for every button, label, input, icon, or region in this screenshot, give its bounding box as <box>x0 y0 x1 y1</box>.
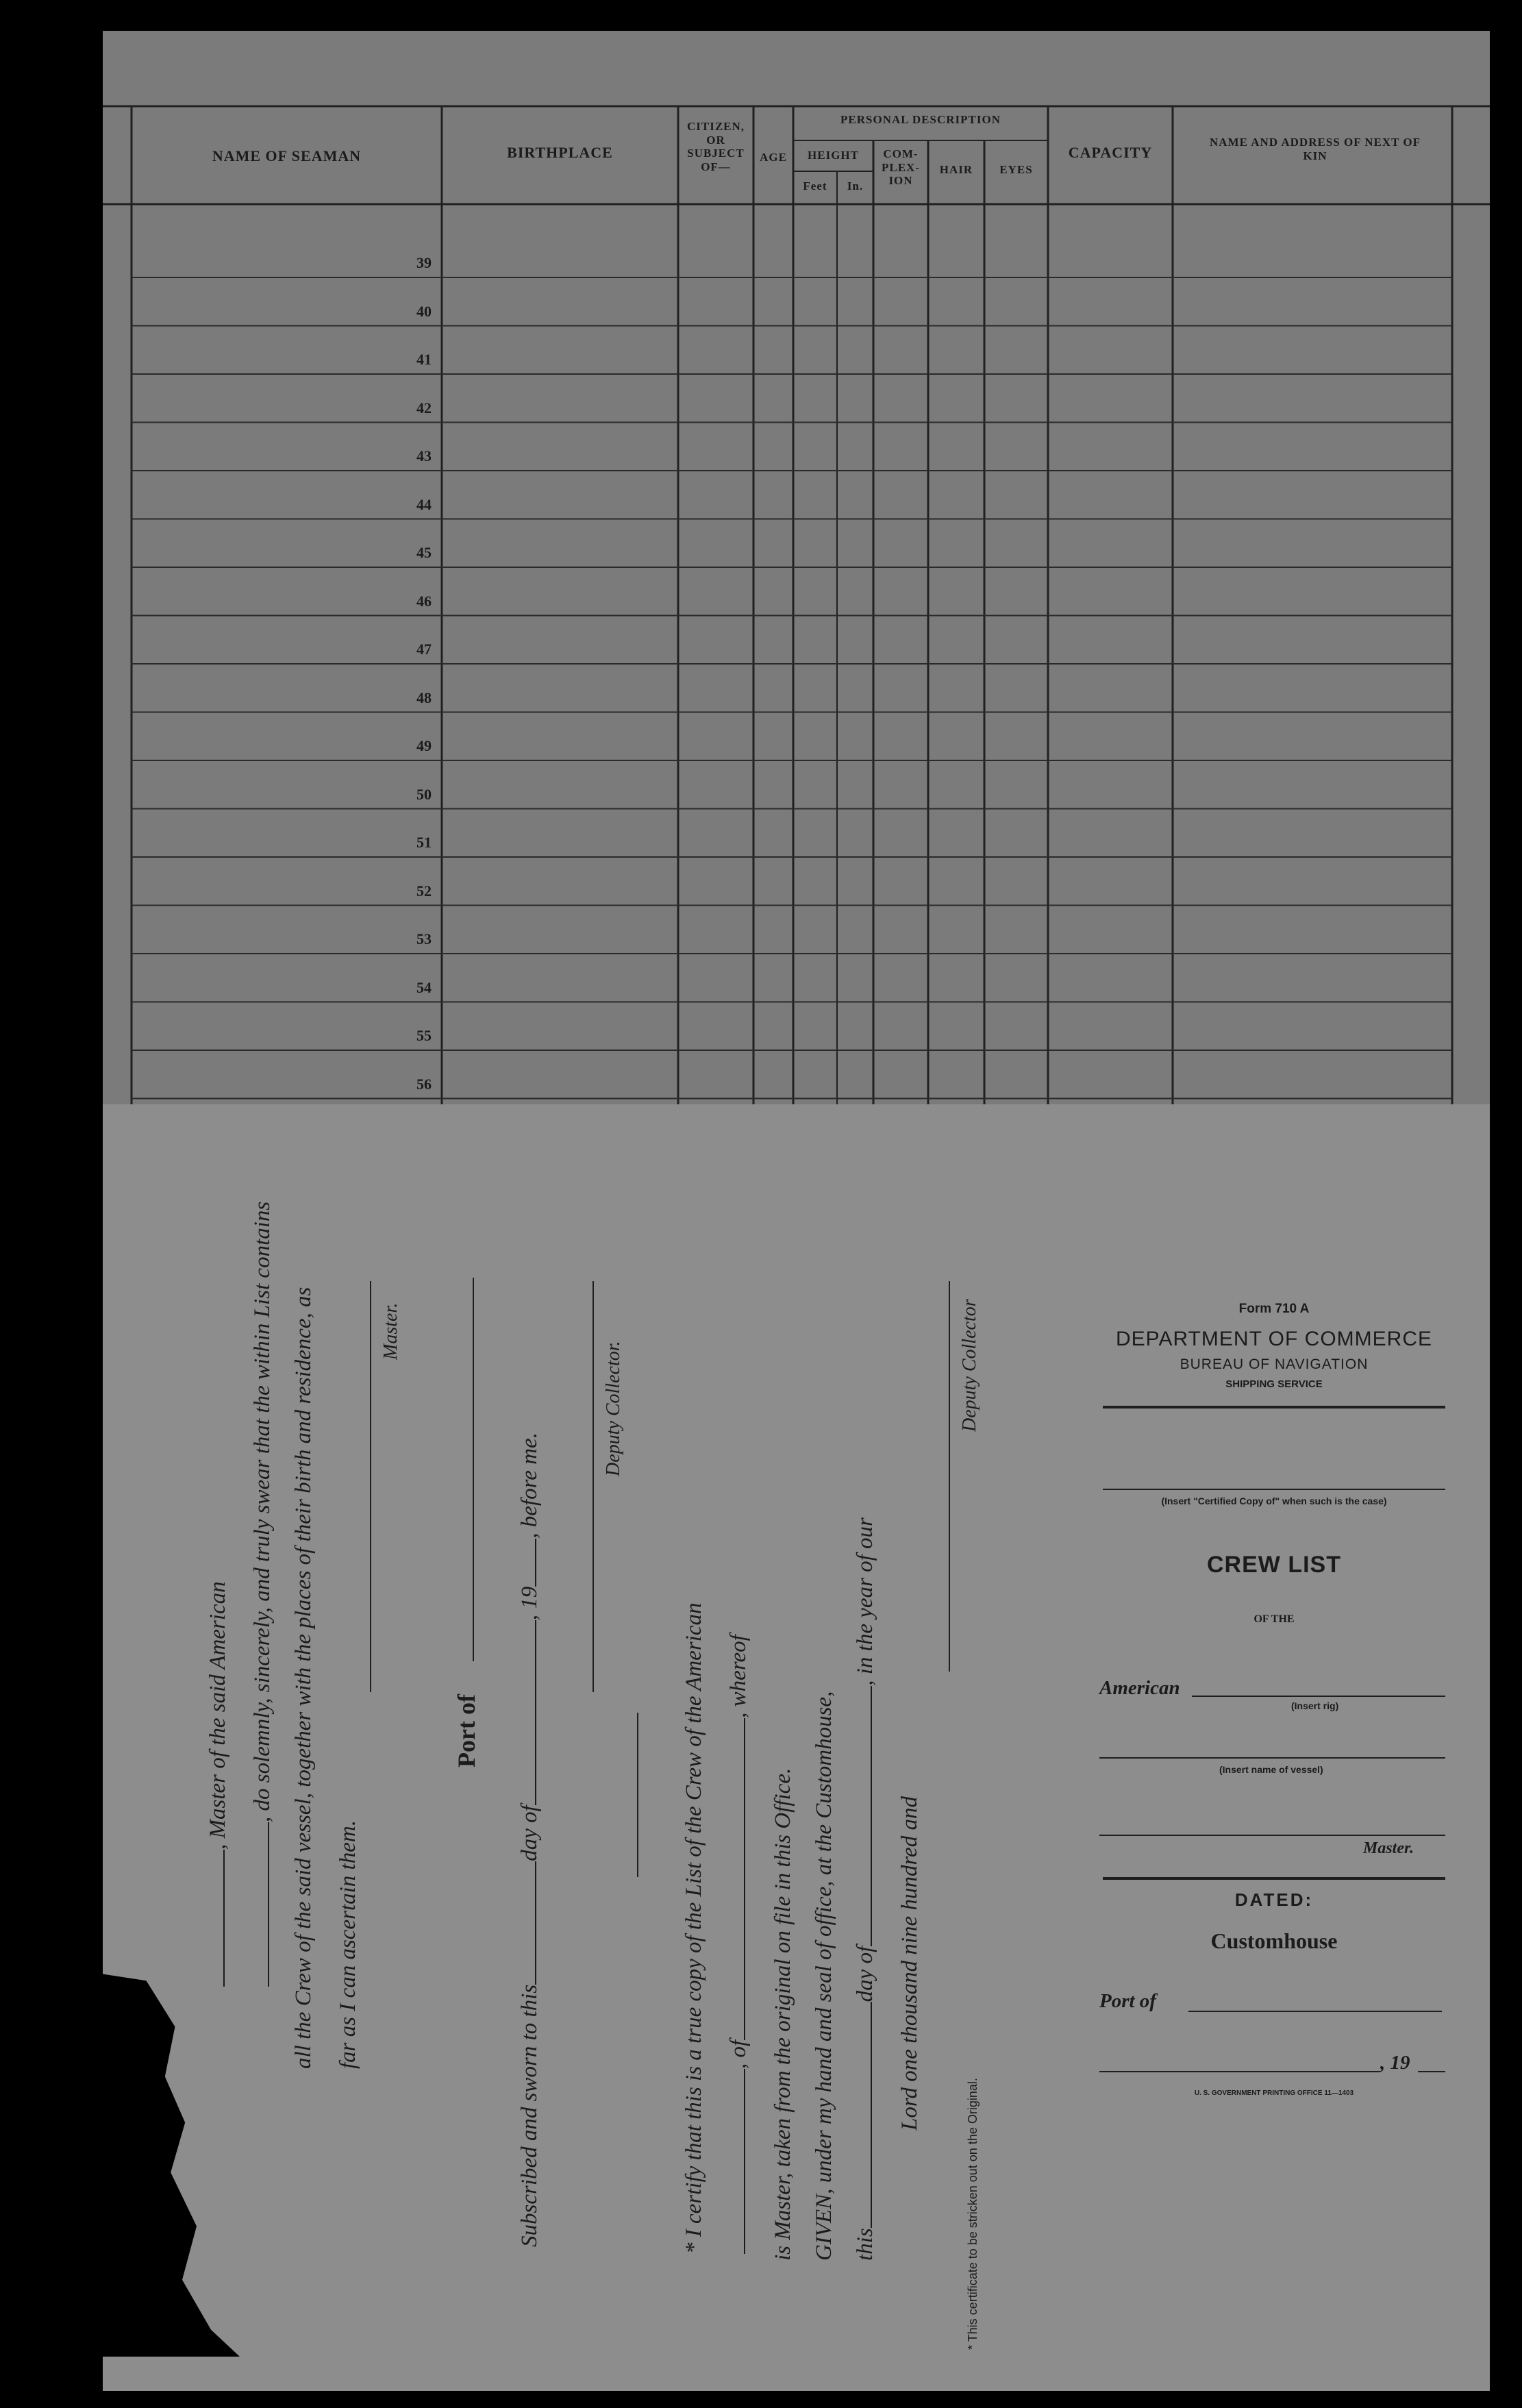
certificate-collector-line <box>949 1281 950 1672</box>
row-number: 46 <box>416 592 432 610</box>
header-complexion: COM- PLEX- ION <box>882 147 920 188</box>
year-label: , 19 <box>1380 2052 1410 2074</box>
header-height: HEIGHT <box>808 149 859 162</box>
american-label: American <box>1099 1677 1180 1699</box>
row-number: 45 <box>416 544 432 561</box>
department-title: DEPARTMENT OF COMMERCE <box>1115 1328 1433 1350</box>
master-signature-line <box>370 1281 371 1692</box>
row-number: 54 <box>416 978 432 996</box>
oath-line-4: far as I can ascertain them. <box>336 1820 360 2069</box>
date-line <box>1099 2071 1380 2072</box>
dated-label: DATED: <box>1234 1889 1314 1910</box>
header-birthplace: BIRTHPLACE <box>507 144 613 161</box>
certified-copy-line <box>1103 1489 1445 1490</box>
cover-port-of-label: Port of <box>1099 1990 1156 2012</box>
certificate-line-3: is Master, taken from the original on file in this Office. <box>771 1767 795 2261</box>
oath-line-2: , do solemnly, sincerely, and truly swear that the within List contains <box>250 1202 275 1987</box>
header-feet: Feet <box>803 179 827 193</box>
cover-panel <box>1096 1302 1452 2357</box>
vessel-name-line <box>1099 1757 1445 1759</box>
cover-master-label: Master. <box>1363 1839 1414 1857</box>
certificate-line-1: * I certify that this is a true copy of the List of the Crew of the American <box>682 1602 706 2254</box>
row-number: 51 <box>416 834 432 851</box>
printing-office-note: U. S. GOVERNMENT PRINTING OFFICE 11—1403 <box>1194 2089 1354 2097</box>
port-line <box>473 1278 474 1661</box>
oath-deputy-collector: Deputy Collector. <box>603 1341 624 1476</box>
row-number: 40 <box>416 302 432 320</box>
row-number: 42 <box>416 399 432 417</box>
bureau-title: BUREAU OF NAVIGATION <box>1180 1356 1369 1372</box>
cover-port-line <box>1188 2011 1442 2012</box>
form-number: Form 710 A <box>1238 1302 1310 1316</box>
row-number: 44 <box>416 495 432 513</box>
oath-master-label: Master. <box>380 1302 401 1360</box>
row-number: 39 <box>416 254 432 271</box>
certificate-deputy-collector: Deputy Collector <box>959 1299 980 1432</box>
year-line <box>1418 2071 1445 2072</box>
certificate-footnote: * This certificate to be stricken out on the Original. <box>966 2078 980 2350</box>
header-inches: In. <box>847 179 864 193</box>
header-name-of-seaman: NAME OF SEAMAN <box>212 147 362 164</box>
crew-list-title: CREW LIST <box>1207 1552 1341 1578</box>
cover-divider-1 <box>1103 1406 1445 1408</box>
header-age: AGE <box>760 151 787 164</box>
certificate-line-6: Lord one thousand nine hundred and <box>897 1796 922 2131</box>
insert-rig-note: (Insert rig) <box>1291 1700 1339 1711</box>
subscribed-line: Subscribed and sworn to thisday of, 19, before me. <box>517 1432 542 2247</box>
row-number: 49 <box>416 737 432 754</box>
row-number: 43 <box>416 447 432 464</box>
header-personal-description: PERSONAL DESCRIPTION <box>840 113 1001 126</box>
oath-line-3: all the Crew of the said vessel, together with the places of their birth and residence, as <box>291 1287 316 2069</box>
row-number: 47 <box>416 641 432 658</box>
of-the-label: OF THE <box>1253 1613 1295 1625</box>
customhouse-label: Customhouse <box>1210 1928 1338 1953</box>
certificate-line-4: GIVEN, under my hand and seal of office, at the Customhouse, <box>812 1691 836 2261</box>
row-number: 41 <box>416 351 432 368</box>
crew-table-grid <box>0 0 1522 1110</box>
oath-line-1: , Master of the said American <box>205 1581 231 1987</box>
header-citizen: CITIZEN, OR SUBJECT OF— <box>686 120 745 173</box>
header-hair: HAIR <box>939 163 973 176</box>
certified-copy-note: (Insert "Certified Copy of" when such is the case) <box>1161 1495 1387 1506</box>
service-title: SHIPPING SERVICE <box>1225 1378 1323 1390</box>
master-name-line <box>1099 1835 1445 1836</box>
header-eyes: EYES <box>999 163 1033 176</box>
row-number: 52 <box>416 882 432 899</box>
header-next-of-kin: NAME AND ADDRESS OF NEXT OF KIN <box>1209 136 1421 162</box>
row-number: 56 <box>416 1075 432 1093</box>
certificate-line-5: thisday of, in the year of our <box>853 1517 877 2261</box>
seal-line <box>637 1713 638 1877</box>
row-number: 48 <box>416 688 432 706</box>
header-capacity: CAPACITY <box>1068 144 1153 161</box>
insert-vessel-note: (Insert name of vessel) <box>1219 1764 1323 1775</box>
rig-line <box>1192 1696 1445 1697</box>
row-number: 50 <box>416 785 432 803</box>
row-number: 55 <box>416 1027 432 1044</box>
oath-port-of: Port of <box>453 1694 480 1767</box>
row-number: 53 <box>416 930 432 947</box>
certificate-line-2: , of, whereof <box>726 1635 751 2254</box>
cover-divider-2 <box>1103 1877 1445 1880</box>
collector-signature-line <box>592 1281 594 1692</box>
